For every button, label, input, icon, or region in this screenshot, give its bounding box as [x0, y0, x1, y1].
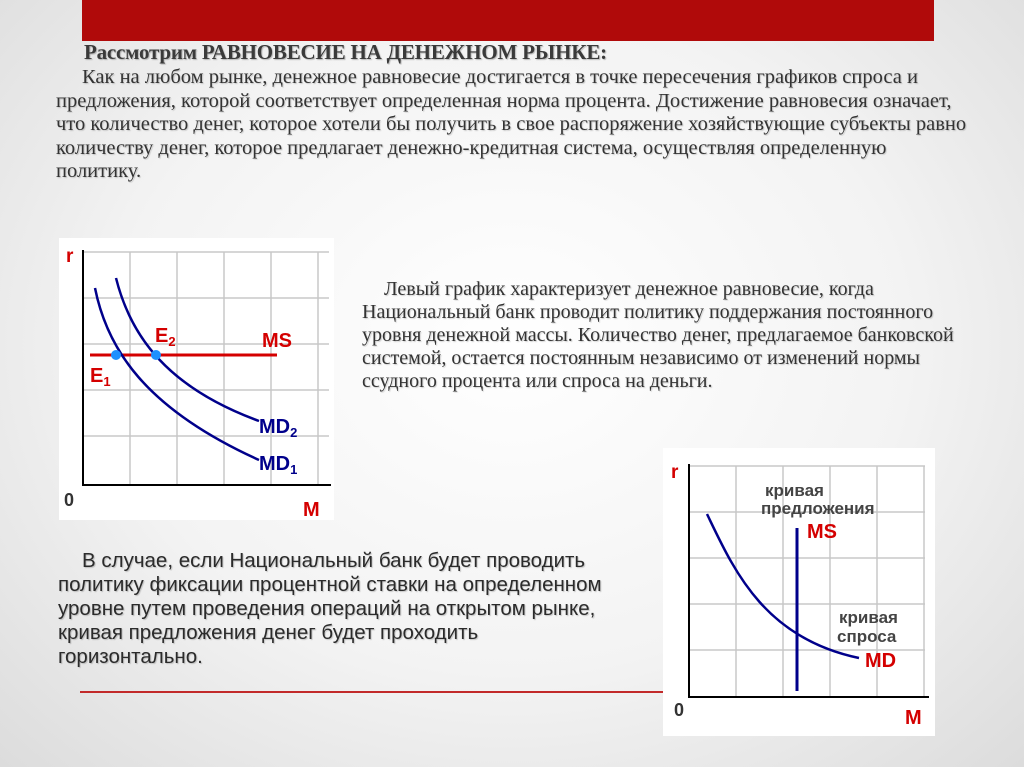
right-demand-caption-1: кривая — [839, 608, 898, 627]
right-x-axis-label: M — [905, 707, 922, 729]
left-md1-label: $MD_1$ — [259, 453, 298, 477]
right-origin-label: 0 — [674, 700, 685, 720]
left-y-axis-label: r — [66, 246, 74, 267]
right-supply-caption-2: предложения — [761, 499, 875, 518]
right-ms-label: MS — [807, 521, 837, 543]
left-chart-grid — [83, 252, 329, 484]
left-chart-description: Левый график характеризует денежное равновесие, когда Национальный банк проводит политику поддержания постоянного уровня денежной массы. Количество денег, предлагаемое банковской системой, остается постоянным независимо от изменений нормы ссудного процента или спроса на деньги. — [362, 278, 954, 392]
underline-divider — [80, 691, 663, 693]
left-e1-label: $E_1$ — [90, 365, 111, 389]
header-bar — [82, 0, 934, 41]
right-supply-caption-1: кривая — [765, 481, 824, 500]
left-x-axis-label: M — [303, 499, 320, 520]
left-point-e2 — [151, 350, 161, 360]
right-equilibrium-chart — [663, 448, 935, 736]
left-chart-svg — [59, 238, 334, 520]
right-y-axis-label: r — [671, 462, 679, 483]
slide-title: Рассмотрим РАВНОВЕСИЕ НА ДЕНЕЖНОМ РЫНКЕ: — [84, 40, 607, 64]
left-ms-label: MS — [262, 330, 292, 352]
left-point-e1 — [111, 350, 121, 360]
left-e2-label: $E_2$ — [155, 325, 176, 349]
left-origin-label: 0 — [64, 490, 75, 510]
left-md2-curve — [116, 278, 259, 421]
right-demand-caption-2: спроса — [837, 627, 897, 646]
fixed-rate-paragraph: В случае, если Национальный банк будет проводить политику фиксации процентной ставки на определенном уровне путем проведения операций на открытом рынке, кривая предложения денег будет проходить горизонтально. — [58, 549, 602, 668]
right-chart-svg — [663, 448, 935, 736]
intro-paragraph: Как на любом рынке, денежное равновесие достигается в точке пересечения графиков спроса и предложения, которой соответствует определенная норма процента. Достижение равновесия означает, что количество денег, которое хотели бы получить в свое распоряжение хозяйствующие субъекты равно количеству денег, которое предлагает денежно-кредитная система, осуществляя определенную политику. — [56, 66, 967, 182]
left-md2-label: $MD_2$ — [259, 416, 298, 440]
left-chart-axes — [82, 250, 331, 485]
left-equilibrium-chart — [59, 238, 334, 520]
right-md-label: MD — [865, 650, 897, 672]
